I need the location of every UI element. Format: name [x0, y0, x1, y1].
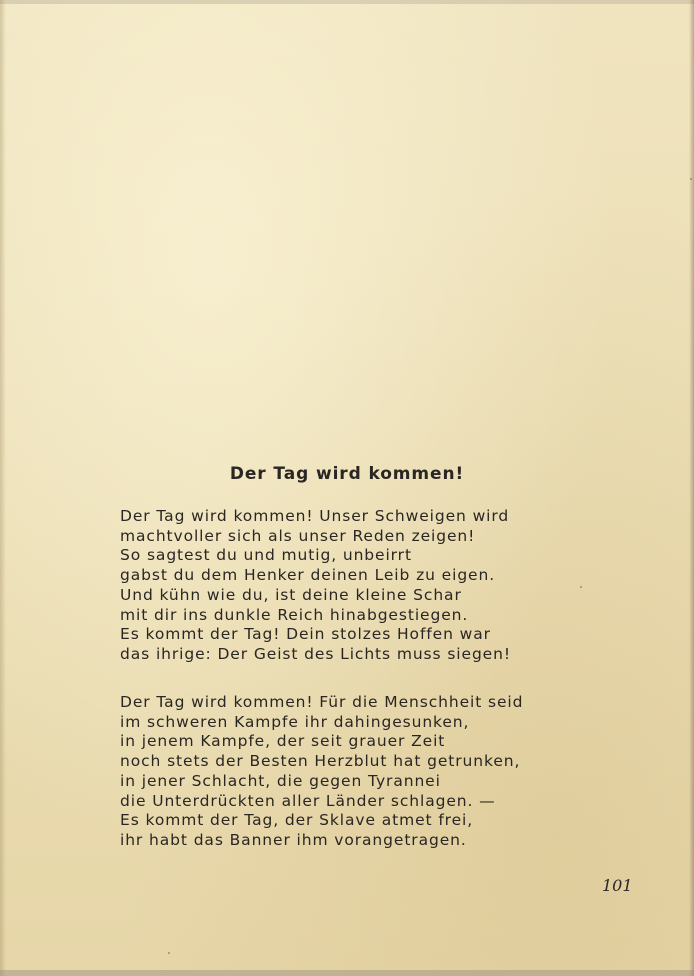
poem-line: im schweren Kampfe ihr dahingesunken,: [120, 712, 470, 731]
poem-line: in jener Schlacht, die gegen Tyrannei: [120, 771, 441, 790]
page-edge-right: [689, 0, 694, 976]
poem-line: ihr habt das Banner ihm vorangetragen.: [120, 830, 467, 849]
poem-title: Der Tag wird kommen!: [229, 464, 465, 484]
poem-line: das ihrige: Der Geist des Lichts muss siegen!: [120, 644, 511, 663]
paper-speck: [690, 178, 692, 180]
poem-stanza-2: [120, 693, 600, 851]
page-edge-bottom: [0, 970, 694, 976]
poem-line: mit dir ins dunkle Reich hinabgestiegen.: [120, 605, 469, 624]
poem-line: Der Tag wird kommen! Für die Menschheit seid: [120, 693, 524, 711]
page-edge-top: [0, 0, 694, 4]
poem-stanza-1: [120, 507, 600, 665]
poem-line: noch stets der Besten Herzblut hat getrunken,: [120, 752, 521, 771]
poem-line: Und kühn wie du, ist deine kleine Schar: [120, 585, 462, 604]
poem-line: So sagtest du und mutig, unbeirrt: [120, 546, 412, 565]
poem-line: in jenem Kampfe, der seit grauer Zeit: [120, 732, 446, 751]
page-number: 101: [602, 876, 633, 895]
poem-line: die Unterdrückten aller Länder schlagen. —: [120, 791, 496, 810]
poem-line: Es kommt der Tag, der Sklave atmet frei,: [120, 811, 474, 830]
page-edge-left: [0, 0, 6, 976]
poem-line: gabst du dem Henker deinen Leib zu eigen.: [120, 566, 496, 585]
poem-line: machtvoller sich als unser Reden zeigen!: [120, 526, 476, 545]
poem-line: Der Tag wird kommen! Unser Schweigen wird: [120, 507, 510, 525]
poem-line: Es kommt der Tag! Dein stolzes Hoffen war: [120, 625, 491, 644]
paper-speck: [168, 952, 170, 954]
